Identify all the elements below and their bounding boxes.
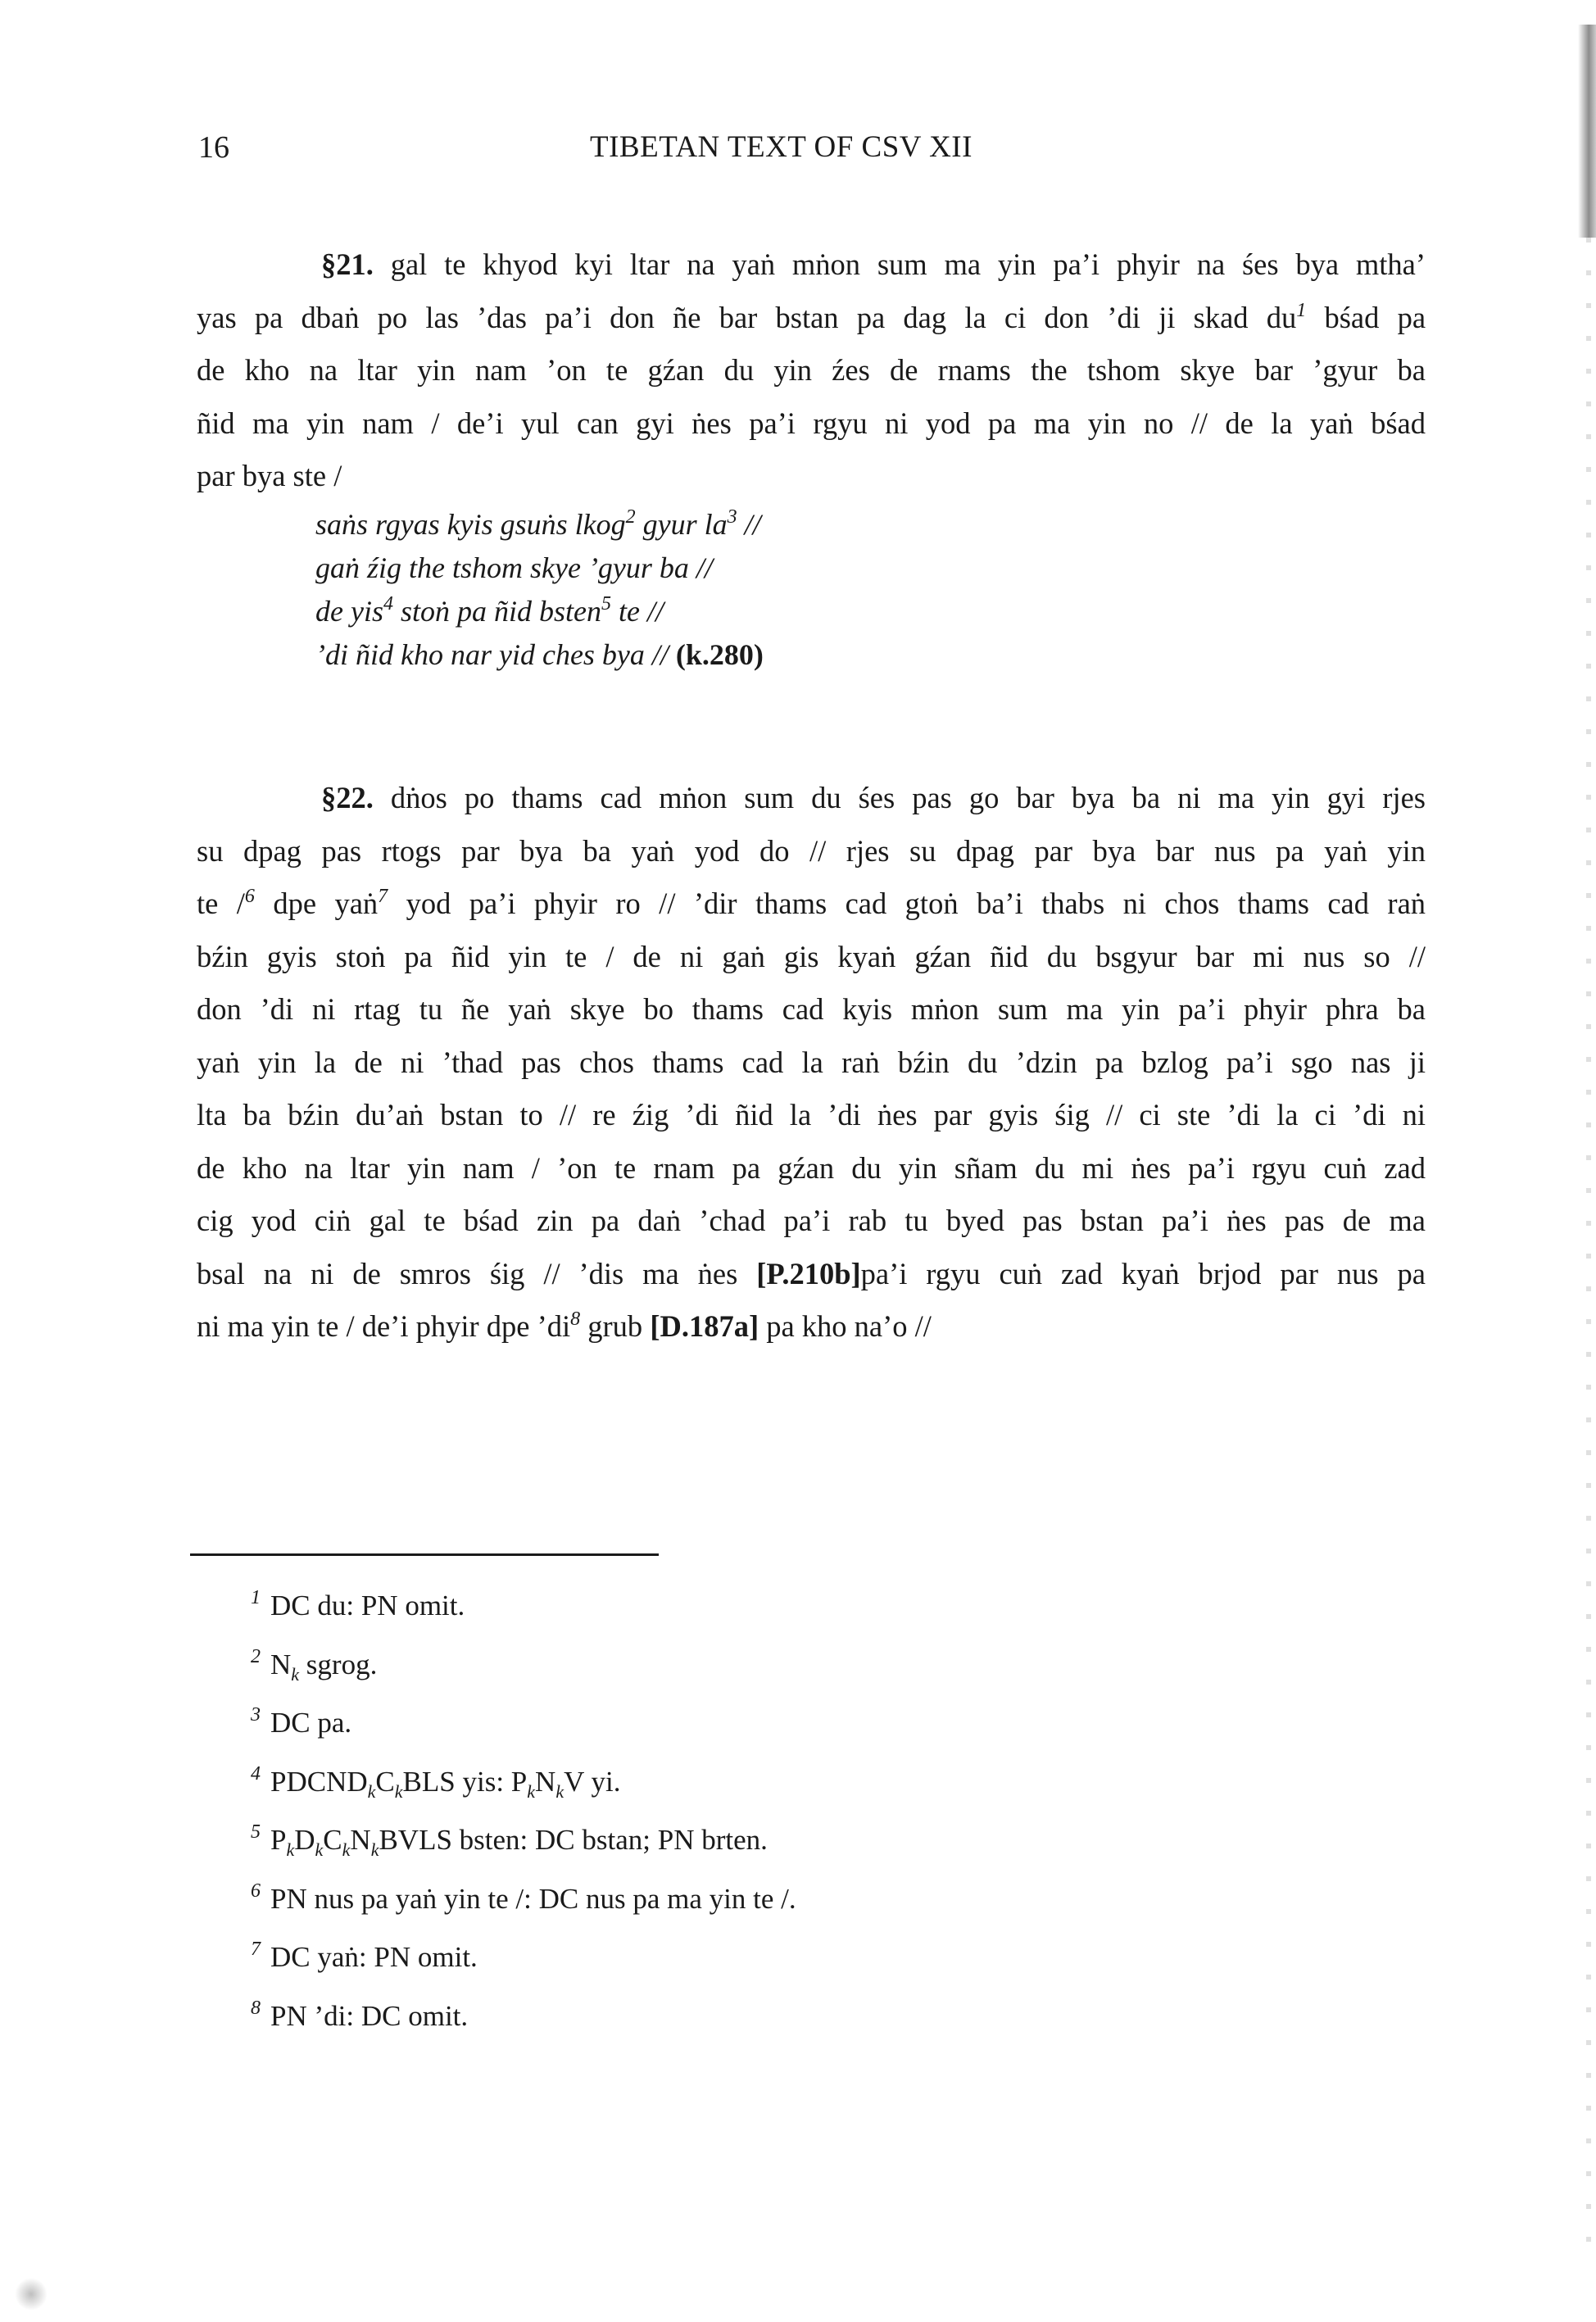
line-text: bsal na ni de smros śig // ’dis ma ṅes <box>197 1256 757 1290</box>
footnote-text: PN nus pa yaṅ yin te /: DC nus pa ma yin te /. <box>270 1882 796 1915</box>
scan-edge-shadow <box>1578 25 1596 238</box>
text-line <box>197 772 1426 825</box>
subscript: k <box>394 1780 403 1802</box>
page-reference: (k.280) <box>675 638 764 671</box>
footnote-ref[interactable]: 2 <box>625 506 636 528</box>
footnote-ref[interactable]: 3 <box>727 506 737 528</box>
verse-line: gaṅ źig the tshom skye ’gyur ba // <box>315 551 713 584</box>
footnote-text: P <box>270 1824 287 1856</box>
text-line: par bya ste / <box>197 459 342 492</box>
subscript: k <box>291 1663 300 1685</box>
section-22-paragraph <box>197 772 1426 1354</box>
line-text: pa kho na’o // <box>759 1309 932 1343</box>
footnote-text: C <box>323 1824 342 1856</box>
footnote-number: 1 <box>251 1587 261 1608</box>
text-line: ñid ma yin nam / de’i yul can gyi ṅes pa’i rgyu ni yod pa ma yin no // de la yaṅ bśad <box>197 406 1426 440</box>
subscript: k <box>527 1780 536 1802</box>
verse-line <box>315 633 764 677</box>
section-mark: §22. <box>321 781 374 814</box>
footnote-ref[interactable]: 5 <box>601 593 611 615</box>
footnote <box>251 1694 796 1753</box>
footnote-text: PN ’di: DC omit. <box>270 1999 469 2032</box>
line-text: bśad pa <box>1324 300 1426 334</box>
line-text: ni ma yin te / de’i phyir dpe ’di <box>197 1309 571 1343</box>
text-line: cig yod ciṅ gal te bśad zin pa daṅ ’chad pa’i rab tu byed pas bstan pa’i ṅes pas de ma <box>197 1204 1426 1237</box>
footnote-number: 6 <box>251 1880 261 1902</box>
footnote-number: 2 <box>251 1645 261 1667</box>
footnote <box>251 1576 796 1635</box>
text-line <box>197 1248 1426 1301</box>
footnote-text: sgrog. <box>299 1648 378 1680</box>
footnote-text: V yi. <box>564 1765 621 1798</box>
text-line <box>197 238 1426 292</box>
text-line: de kho na ltar yin nam / ’on te rnam pa gźan du yin sñam du mi ṅes pa’i rgyu cuṅ zad <box>197 1150 1426 1185</box>
text-line: su dpag pas rtogs par bya ba yaṅ yod do // rjes su dpag par bya bar nus pa yaṅ yin <box>197 833 1426 868</box>
footnote-text: DC yaṅ: PN omit. <box>270 1941 478 1973</box>
footnote-ref[interactable]: 7 <box>378 886 388 907</box>
verse-text: te // <box>610 595 664 628</box>
line-text: pa’i rgyu cuṅ zad kyaṅ brjod par nus pa <box>860 1256 1426 1290</box>
text-line: lta ba bźin du’aṅ bstan to // re źig ’di ñid la ’di ṅes par gyis śig // ci ste ’di la ci ’di ni <box>197 1098 1426 1132</box>
footnote <box>251 1753 796 1812</box>
subscript: k <box>315 1839 324 1860</box>
footnote-text: PDCND <box>270 1765 368 1798</box>
footnote-text: DC pa. <box>270 1707 352 1739</box>
subscript: k <box>370 1839 379 1860</box>
subscript: k <box>286 1839 295 1860</box>
running-head: TIBETAN TEXT OF CSV XII <box>590 130 973 164</box>
footnote-text: BLS yis: P <box>402 1765 528 1798</box>
footnote-number: 5 <box>251 1821 261 1843</box>
verse-text: ’di ñid kho nar yid ches bya // <box>315 638 669 671</box>
line-text: yas pa dbaṅ po las ’das pa’i don ñe bar bstan pa dag la ci don ’di ji skad du <box>197 300 1297 334</box>
subscript: k <box>342 1839 351 1860</box>
verse-block <box>315 503 764 677</box>
section-mark: §21. <box>321 247 374 281</box>
verse-text: saṅs rgyas kyis gsuṅs lkog <box>315 508 626 541</box>
subscript: k <box>555 1780 564 1802</box>
footnote-number: 8 <box>251 1997 261 2019</box>
text-line: de kho na ltar yin nam ’on te gźan du yin źes de rnams the tshom skye bar ’gyur ba <box>197 353 1426 387</box>
footnote-text: N <box>535 1765 556 1798</box>
verse-text: // <box>737 508 761 541</box>
verse-text: de yis <box>315 595 383 628</box>
page-number: 16 <box>198 130 229 165</box>
line-text: te / <box>197 887 245 920</box>
verse-text: gyur la <box>635 508 728 541</box>
footnote <box>251 1987 796 2046</box>
footnote-text: N <box>350 1824 371 1856</box>
line-text: dpe yaṅ <box>254 887 379 920</box>
footnote-number: 4 <box>251 1762 261 1785</box>
section-21-paragraph <box>197 238 1426 503</box>
footnote-rule <box>190 1553 659 1556</box>
line-text: gal te khyod kyi ltar na yaṅ mṅon sum ma yin pa’i phyir na śes bya mtha’ <box>390 247 1426 281</box>
text-line <box>197 878 1426 931</box>
text-line: yaṅ yin la de ni ’thad pas chos thams cad la raṅ bźin du ’dzin pa bzlog pa’i sgo nas ji <box>197 1045 1426 1079</box>
page-reference: [D.187a] <box>650 1309 759 1343</box>
text-line <box>197 1300 1426 1354</box>
footnote <box>251 1811 796 1870</box>
scan-edge-marks <box>1586 238 1591 2245</box>
text-line <box>197 292 1426 345</box>
line-text: yod pa’i phyir ro // ’dir thams cad gtoṅ ba’i thabs ni chos thams cad raṅ <box>388 887 1426 920</box>
footnote-number: 3 <box>251 1704 261 1726</box>
footnote-ref[interactable]: 4 <box>383 593 393 615</box>
text-line: bźin gyis stoṅ pa ñid yin te / de ni gaṅ gis kyaṅ gźan ñid du bsgyur bar mi nus so // <box>197 939 1426 973</box>
verse-line <box>315 503 764 546</box>
footnote <box>251 1635 796 1694</box>
footnote <box>251 1870 796 1929</box>
footnote-number: 7 <box>251 1939 261 1960</box>
footnote-ref[interactable]: 8 <box>570 1308 581 1330</box>
subscript: k <box>367 1780 376 1802</box>
footnote-text: N <box>270 1648 292 1680</box>
footnote-ref[interactable]: 6 <box>244 886 255 907</box>
verse-line <box>315 590 764 633</box>
verse-text: stoṅ pa ñid bsten <box>392 595 601 628</box>
footnotes <box>251 1576 796 2045</box>
footnote-text: BVLS bsten: DC bstan; PN brten. <box>379 1824 768 1856</box>
footnote-text: DC du: PN omit. <box>270 1590 465 1621</box>
text-line: don ’di ni rtag tu ñe yaṅ skye bo thams cad kyis mṅon sum ma yin pa’i phyir phra ba <box>197 992 1426 1026</box>
scan-speck <box>15 2278 48 2311</box>
footnote-text: C <box>375 1765 395 1798</box>
page-reference: [P.210b] <box>756 1256 861 1290</box>
footnote-ref[interactable]: 1 <box>1296 299 1307 321</box>
line-text: dṅos po thams cad mṅon sum du śes pas go bar bya ba ni ma yin gyi rjes <box>390 781 1426 814</box>
footnote-text: D <box>294 1824 315 1856</box>
footnote <box>251 1928 796 1987</box>
line-text: grub <box>580 1309 651 1343</box>
